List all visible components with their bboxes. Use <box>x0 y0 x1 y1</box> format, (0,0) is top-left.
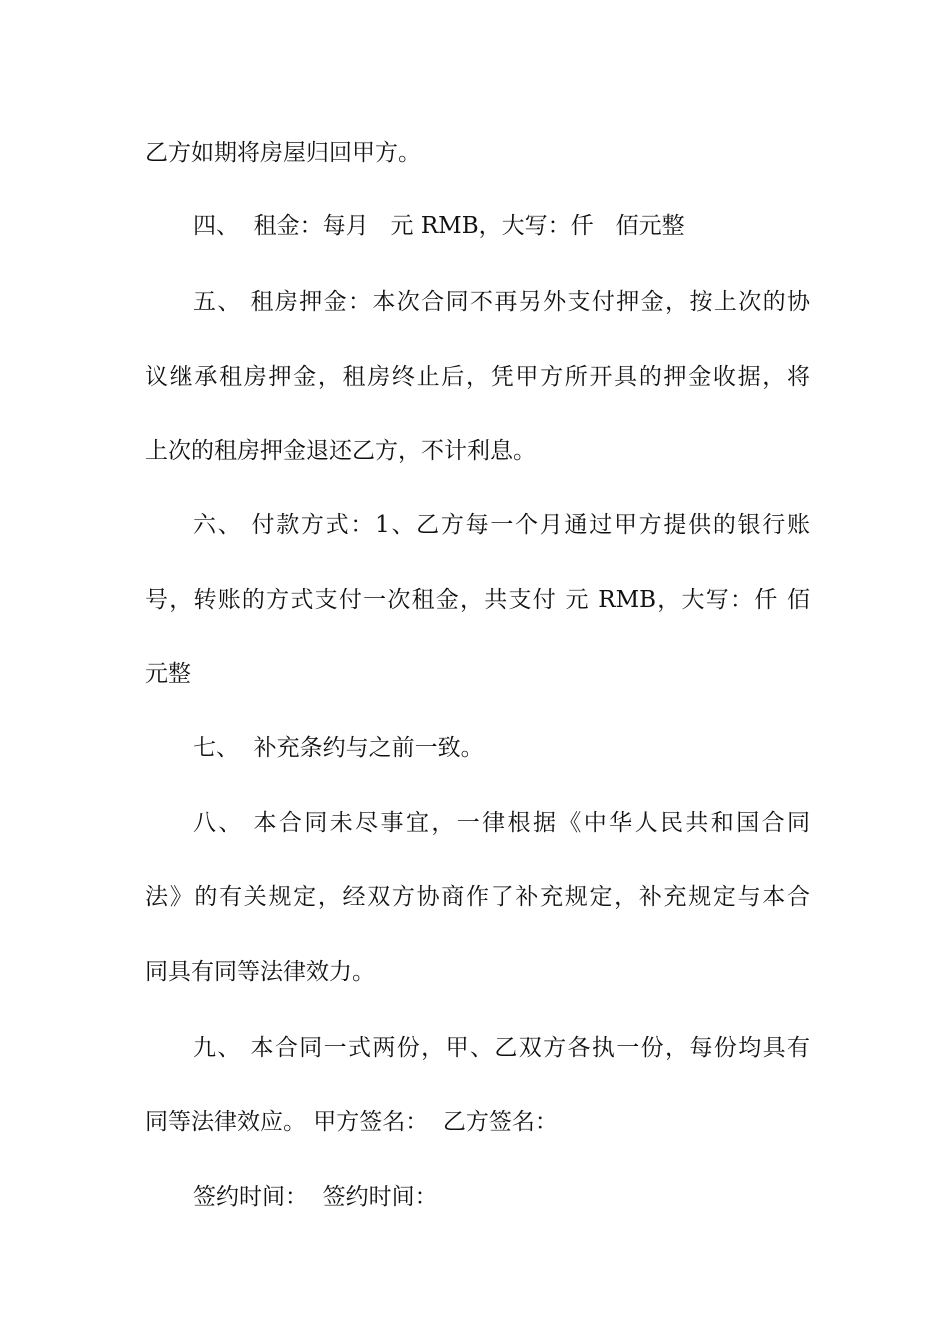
text-line: 乙方如期将房屋归回甲方。 <box>145 140 421 166</box>
text-line: 上次的租房押金退还乙方，不计利息。 <box>145 438 536 464</box>
clause-8-matters: 八、 本合同未尽事宜，一律根据《中华人民共和国合同 <box>193 810 810 836</box>
text-line: 元整 <box>145 661 191 687</box>
text-line: 号，转账的方式支付一次租金，共支付 元 RMB，大写：仟 佰 <box>145 587 810 613</box>
text-line: 法》的有关规定，经双方协商作了补充规定，补充规定与本合 <box>145 884 810 910</box>
clause-6-payment: 六、 付款方式：1、乙方每一个月通过甲方提供的银行账 <box>193 512 810 538</box>
clause-4-rent: 四、 租金：每月 元 RMB，大写：仟 佰元整 <box>193 213 685 239</box>
signature-line: 同等法律效应。 甲方签名： 乙方签名： <box>145 1109 558 1135</box>
clause-7-supplement: 七、 补充条约与之前一致。 <box>193 735 484 761</box>
text-line: 同具有同等法律效力。 <box>145 959 375 985</box>
signing-date-line: 签约时间： 签约时间： <box>193 1184 438 1210</box>
text-line: 议继承租房押金，租房终止后，凭甲方所开具的押金收据，将 <box>145 364 810 390</box>
clause-5-deposit: 五、 租房押金：本次合同不再另外支付押金，按上次的协 <box>193 289 810 315</box>
clause-9-copies: 九、 本合同一式两份，甲、乙双方各执一份，每份均具有 <box>193 1035 810 1061</box>
